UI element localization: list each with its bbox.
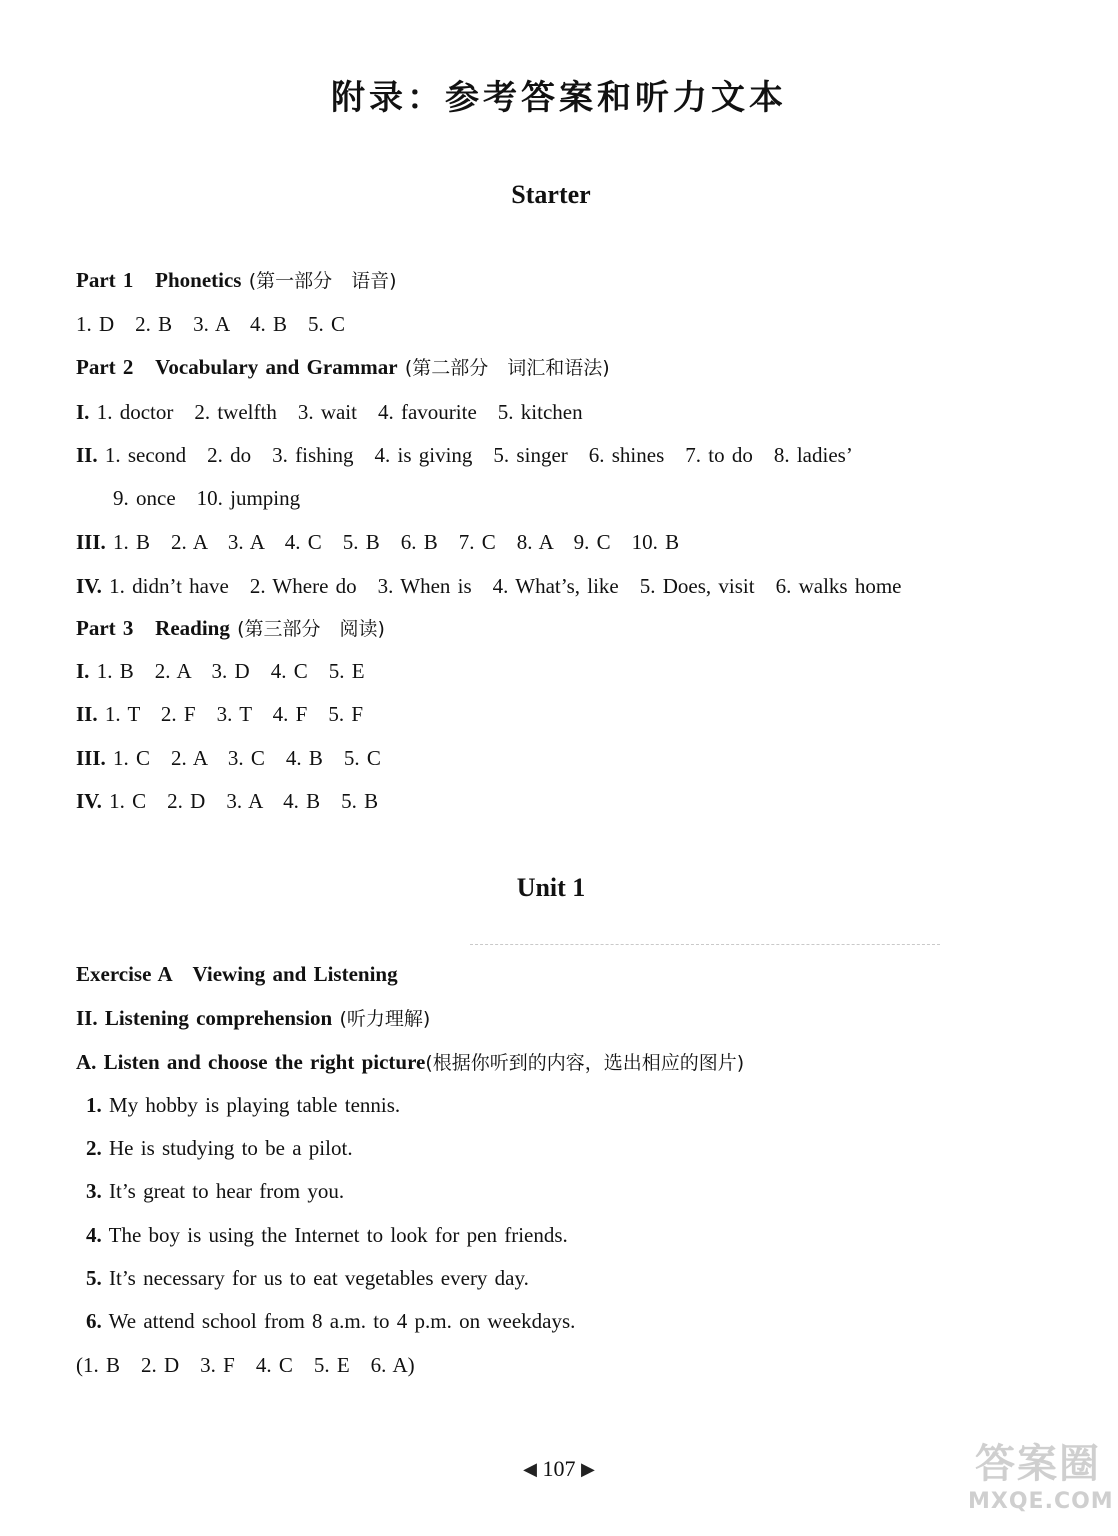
part3-i-num: I. xyxy=(76,659,90,683)
list-item-text: My hobby is playing table tennis. xyxy=(109,1093,401,1117)
list-item xyxy=(86,1264,529,1292)
list-item-num: 4. xyxy=(86,1223,102,1247)
part2-iv-num: IV. xyxy=(76,574,102,598)
part3-ii-answers: 1. T 2. F 3. T 4. F 5. F xyxy=(104,702,364,726)
part1-label: Part 1 xyxy=(76,268,134,292)
part1-zh: (第一部分 语音) xyxy=(248,270,397,292)
part2-iv xyxy=(76,572,902,600)
page-title: 附录：参考答案和听力文本 xyxy=(331,78,787,118)
part3-i xyxy=(76,657,365,685)
part3-iv-answers: 1. C 2. D 3. A 4. B 5. B xyxy=(109,789,379,813)
part2-iii xyxy=(76,528,679,556)
list-item xyxy=(86,1091,400,1119)
part2-i-num: I. xyxy=(76,400,90,424)
page-footer xyxy=(0,1456,1118,1482)
part2-iii-answers: 1. B 2. A 3. A 4. C 5. B 6. B 7. C 8. A 9. C 10. B xyxy=(113,530,680,554)
part2-iii-num: III. xyxy=(76,530,106,554)
answers-line: (1. B 2. D 3. F 4. C 5. E 6. A) xyxy=(76,1353,415,1377)
list-item xyxy=(86,1221,568,1249)
part2-label: Part 2 xyxy=(76,355,134,379)
list-item-num: 5. xyxy=(86,1266,102,1290)
section-title-starter: Starter xyxy=(511,180,591,209)
list-item xyxy=(86,1307,575,1335)
part3-iii xyxy=(76,744,381,772)
list-item-text: The boy is using the Internet to look for pen friends. xyxy=(108,1223,568,1247)
part2-ii-num: II. xyxy=(76,443,98,467)
part3-iii-answers: 1. C 2. A 3. C 4. B 5. C xyxy=(113,746,381,770)
prev-arrow-icon: ◀ xyxy=(523,1459,537,1479)
part3-heading xyxy=(76,614,385,643)
list-item-num: 1. xyxy=(86,1093,102,1117)
section-a-heading xyxy=(76,1048,744,1077)
listening-label: II. Listening comprehension xyxy=(76,1006,333,1030)
part3-ii xyxy=(76,700,363,728)
list-item-text: It’s great to hear from you. xyxy=(109,1179,345,1203)
part3-i-answers: 1. B 2. A 3. D 4. C 5. E xyxy=(96,659,365,683)
section-a-label: A. Listen and choose the right picture xyxy=(76,1050,426,1074)
part2-heading xyxy=(76,353,610,382)
part3-iv xyxy=(76,787,378,815)
list-item-text: It’s necessary for us to eat vegetables every day. xyxy=(109,1266,529,1290)
list-item-num: 3. xyxy=(86,1179,102,1203)
divider xyxy=(470,944,940,945)
listening-zh: (听力理解) xyxy=(339,1008,431,1030)
part3-label: Part 3 xyxy=(76,616,134,640)
watermark xyxy=(968,1440,1114,1530)
part2-ii-answers: 1. second 2. do 3. fishing 4. is giving 5. singer 6. shines 7. to do 8. ladies’ xyxy=(104,443,853,467)
part2-iv-answers: 1. didn’t have 2. Where do 3. When is 4. What’s, like 5. Does, visit 6. walks home xyxy=(109,574,902,598)
section-a-zh: (根据你听到的内容，选出相应的图片) xyxy=(425,1052,745,1074)
section-title-unit1: Unit 1 xyxy=(516,873,586,902)
part1-heading xyxy=(76,266,397,295)
page-number: 107 xyxy=(542,1456,576,1481)
listening-heading xyxy=(76,1004,430,1033)
part2-name: Vocabulary and Grammar xyxy=(155,355,398,379)
part2-zh: (第二部分 词汇和语法) xyxy=(404,357,610,379)
next-arrow-icon: ▶ xyxy=(581,1459,595,1479)
list-item-num: 2. xyxy=(86,1136,102,1160)
part3-zh: (第三部分 阅读) xyxy=(237,618,385,640)
watermark-logo-text: 答案圈 xyxy=(975,1441,1101,1487)
part3-iv-num: IV. xyxy=(76,789,102,813)
part2-i xyxy=(76,398,583,426)
part1-answers: 1. D 2. B 3. A 4. B 5. C xyxy=(76,312,346,336)
exercise-heading: Exercise A Viewing and Listening xyxy=(76,962,398,986)
list-item xyxy=(86,1134,353,1162)
part3-ii-num: II. xyxy=(76,702,98,726)
watermark-domain: MXQE.COM xyxy=(968,1489,1114,1514)
list-item-num: 6. xyxy=(86,1309,102,1333)
list-item xyxy=(86,1177,344,1205)
list-item-text: We attend school from 8 a.m. to 4 p.m. on weekdays. xyxy=(108,1309,576,1333)
part3-name: Reading xyxy=(155,616,230,640)
part1-name: Phonetics xyxy=(155,268,242,292)
part2-ii-continued: 9. once 10. jumping xyxy=(113,486,301,510)
list-item-text: He is studying to be a pilot. xyxy=(109,1136,353,1160)
part2-i-answers: 1. doctor 2. twelfth 3. wait 4. favourite 5. kitchen xyxy=(96,400,583,424)
part3-iii-num: III. xyxy=(76,746,106,770)
part2-ii xyxy=(76,441,853,469)
